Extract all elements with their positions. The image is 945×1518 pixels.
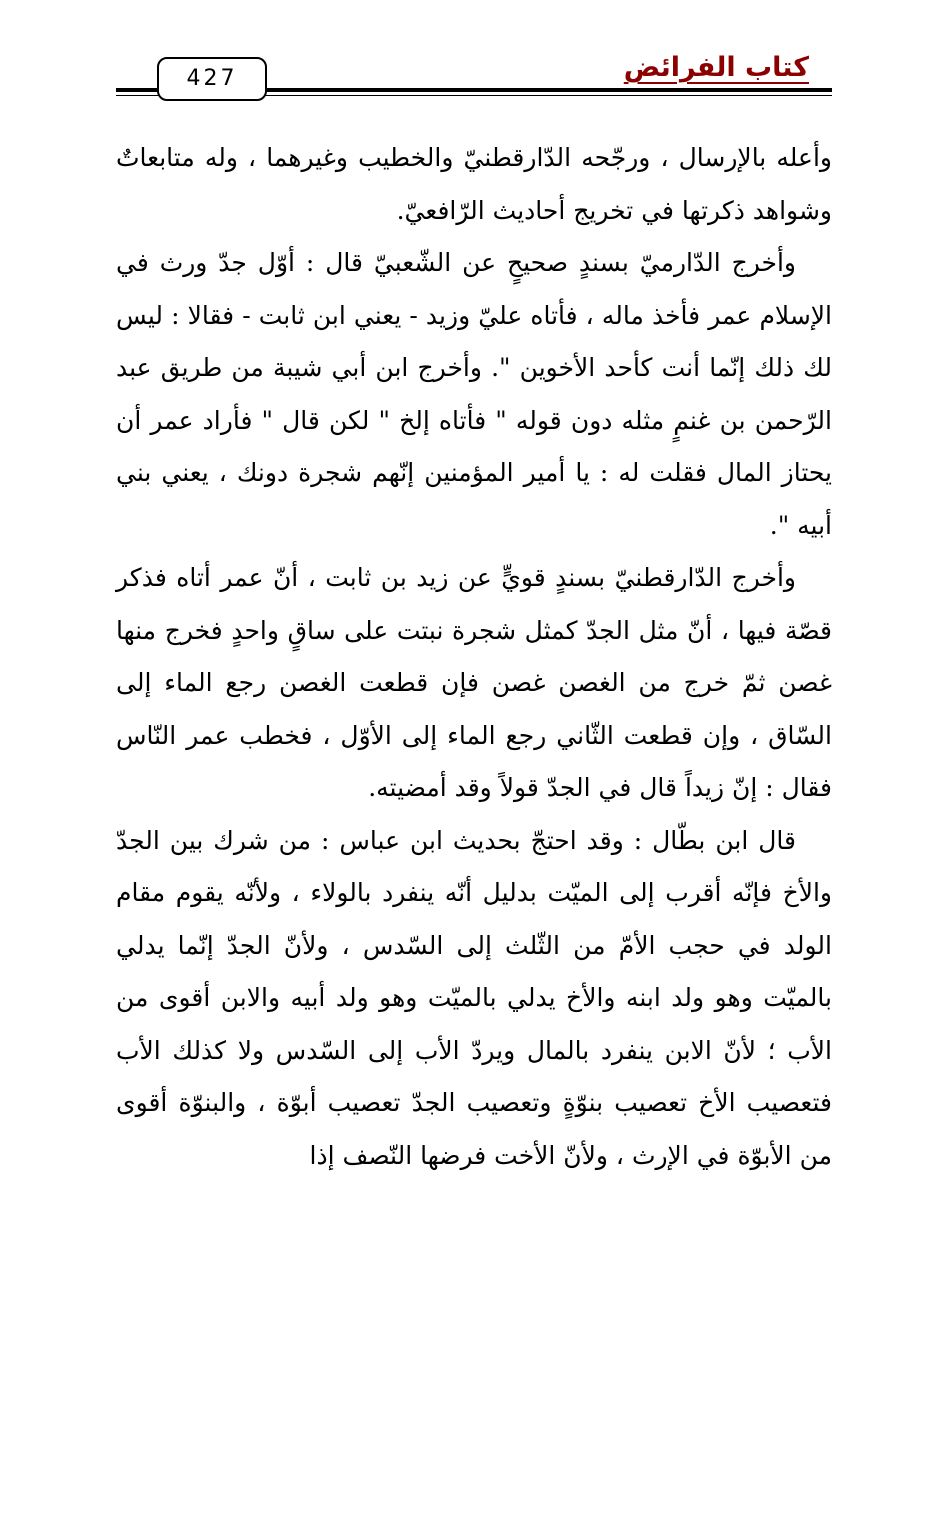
book-title: كتاب الفرائض xyxy=(623,52,809,83)
paragraph: قال ابن بطّال : وقد احتجّ بحديث ابن عباس : من شرك بين الجدّ والأخ فإنّه أقرب إلى الميّت بدليل أنّه ينفرد بالولاء ، ولأنّه يقوم مقام الولد في حجب الأمّ من الثّلث إلى السّدس ، ولأنّ الجدّ إنّما يدلي بالميّت وهو ولد ابنه والأخ يدلي بالميّت وهو ولد أبيه والابن أقوى من الأب ؛ لأنّ الابن ينفرد بالمال ويردّ الأب إلى السّدس ولا كذلك الأب فتعصيب الأخ تعصيب بنوّةٍ وتعصيب الجدّ تعصيب أبوّة ، والبنوّة أقوى من الأبوّة في الإرث ، ولأنّ الأخت فرضها النّصف إذا xyxy=(116,825,832,1170)
page-header xyxy=(0,0,945,110)
paragraph: وأعله بالإرسال ، ورجّحه الدّارقطنيّ والخطيب وغيرهما ، وله متابعاتٌ وشواهد ذكرتها في تخريج أحاديث الرّافعيّ. xyxy=(116,143,832,225)
paragraph: وأخرج الدّارقطنيّ بسندٍ قويٍّ عن زيد بن ثابت ، أنّ عمر أتاه فذكر قصّة فيها ، أنّ مثل الجدّ كمثل شجرة نبتت على ساقٍ واحدٍ فخرج منها غصن ثمّ خرج من الغصن غصن فإن قطعت الغصن رجع الماء إلى السّاق ، وإن قطعت الثّاني رجع الماء إلى الأوّل ، فخطب عمر النّاس فقال : إنّ زيداً قال في الجدّ قولاً وقد أمضيته. xyxy=(116,563,832,802)
page-body xyxy=(116,132,832,1182)
page-number: 427 xyxy=(157,57,267,101)
paragraph: وأخرج الدّارميّ بسندٍ صحيحٍ عن الشّعبيّ قال : أوّل جدّ ورث في الإسلام عمر فأخذ ماله ، فأتاه عليّ وزيد - يعني ابن ثابت - فقالا : ليس لك ذلك إنّما أنت كأحد الأخوين ". وأخرج ابن أبي شيبة من طريق عبد الرّحمن بن غنمٍ مثله دون قوله " فأتاه إلخ " لكن قال " فأراد عمر أن يحتاز المال فقلت له : يا أمير المؤمنين إنّهم شجرة دونك ، يعني بني أبيه ". xyxy=(116,248,832,540)
